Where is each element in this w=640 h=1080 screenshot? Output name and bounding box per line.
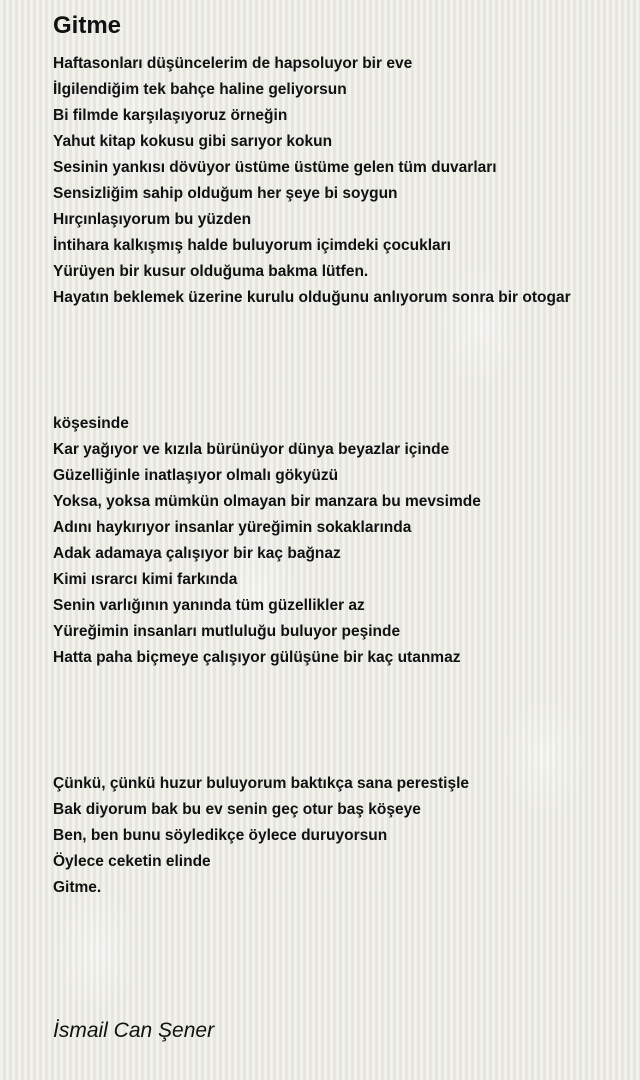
stanza-3 (53, 771, 469, 901)
poem-line: Senin varlığının yanında tüm güzellikler az (53, 597, 365, 614)
poem-line: Yoksa, yoksa mümkün olmayan bir manzara bu mevsimde (53, 493, 481, 510)
poem-line: Adak adamaya çalışıyor bir kaç bağnaz (53, 545, 341, 562)
poem-line: Güzelliğinle inatlaşıyor olmalı gökyüzü (53, 467, 339, 484)
poem-line: Gitme. (53, 879, 102, 896)
poem-line: Hayatın beklemek üzerine kurulu olduğunu anlıyorum sonra bir otogar (53, 289, 571, 306)
poem-line: Bi filmde karşılaşıyoruz örneğin (53, 107, 288, 124)
poem-line: Haftasonları düşüncelerim de hapsoluyor bir eve (53, 55, 413, 72)
poem-line: Kar yağıyor ve kızıla bürünüyor dünya beyazlar içinde (53, 441, 450, 458)
poem-line: Hırçınlaşıyorum bu yüzden (53, 211, 252, 228)
stanza-1 (53, 51, 571, 311)
poem-line: Kimi ısrarcı kimi farkında (53, 571, 238, 588)
poem-line: Yüreğimin insanları mutluluğu buluyor peşinde (53, 623, 401, 640)
stanza-2 (53, 411, 481, 671)
poem-line: İntihara kalkışmış halde buluyorum içimdeki çocukları (53, 237, 451, 254)
poem-line: Sesinin yankısı dövüyor üstüme üstüme gelen tüm duvarları (53, 159, 497, 176)
poem-line: Sensizliğim sahip olduğum her şeye bi soygun (53, 185, 398, 202)
poem-line: Çünkü, çünkü huzur buluyorum baktıkça sana perestişle (53, 775, 470, 792)
poem-line: köşesinde (53, 415, 129, 432)
poem-line: İlgilendiğim tek bahçe haline geliyorsun (53, 81, 347, 98)
poem-line: Adını haykırıyor insanlar yüreğimin sokaklarında (53, 519, 412, 536)
poem-line: Yürüyen bir kusur olduğuma bakma lütfen. (53, 263, 369, 280)
poem-line: Yahut kitap kokusu gibi sarıyor kokun (53, 133, 333, 150)
poem-title: Gitme (53, 12, 122, 39)
poem-author: İsmail Can Şener (53, 1019, 215, 1042)
poem-line: Öylece ceketin elinde (53, 853, 211, 870)
poem-line: Bak diyorum bak bu ev senin geç otur baş köşeye (53, 801, 421, 818)
poem-line: Hatta paha biçmeye çalışıyor gülüşüne bir kaç utanmaz (53, 649, 461, 666)
poem-line: Ben, ben bunu söyledikçe öylece duruyorsun (53, 827, 388, 844)
